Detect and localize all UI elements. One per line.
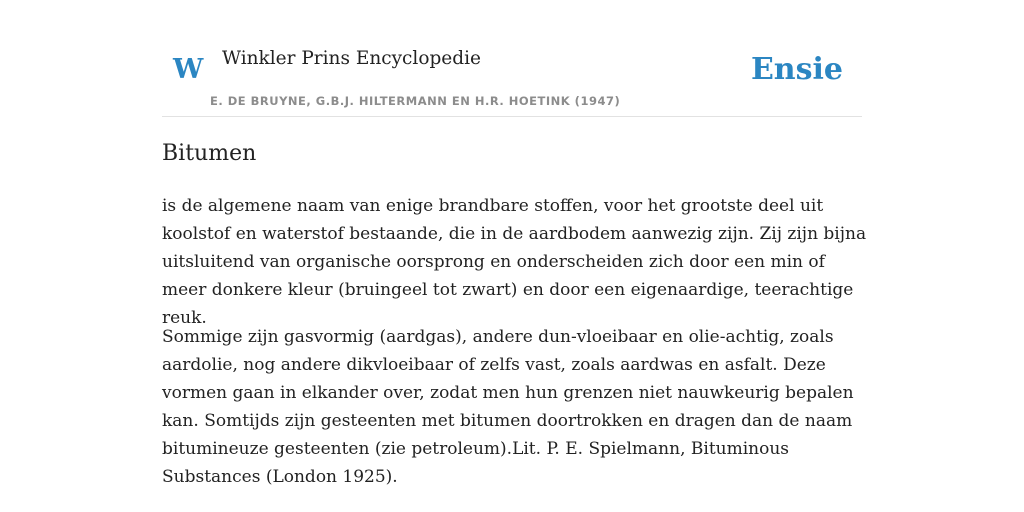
header <box>162 0 862 117</box>
ensie-brand-link[interactable]: Ensie <box>750 52 843 87</box>
article-title: Bitumen <box>162 141 257 166</box>
publication-title[interactable]: Winkler Prins Encyclopedie <box>222 48 481 69</box>
article-paragraph: is de algemene naam van enige brandbare stoffen, voor het grootste deel uit koolstof en waterstof bestaande, die in de aardbodem aanwezig zijn. Zij zijn bijna uitsluitend van organische oorsprong en onderscheiden zich door een min of meer donkere kleur (bruingeel tot zwart) en door een eigenaardige, teerachtige reuk. <box>162 196 867 328</box>
article-paragraph: Sommige zijn gasvormig (aardgas), andere dun-vloeibaar en olie-achtig, zoals aardolie, nog andere dikvloeibaar of zelfs vast, zoals aardwas en asfalt. Deze vormen gaan in elkander over, zodat men hun grenzen niet nauwkeurig bepalen kan. Somtijds zijn gesteenten met bitumen doortrokken en dragen dan de naam bitumineuze gesteenten (zie petroleum).Lit. P. E. Spielmann, Bituminous Substances (London 1925). <box>162 327 854 487</box>
winkler-prins-logo[interactable]: W <box>173 54 204 85</box>
publication-authors: E. DE BRUYNE, G.B.J. HILTERMANN EN H.R. HOETINK (1947) <box>210 94 621 108</box>
